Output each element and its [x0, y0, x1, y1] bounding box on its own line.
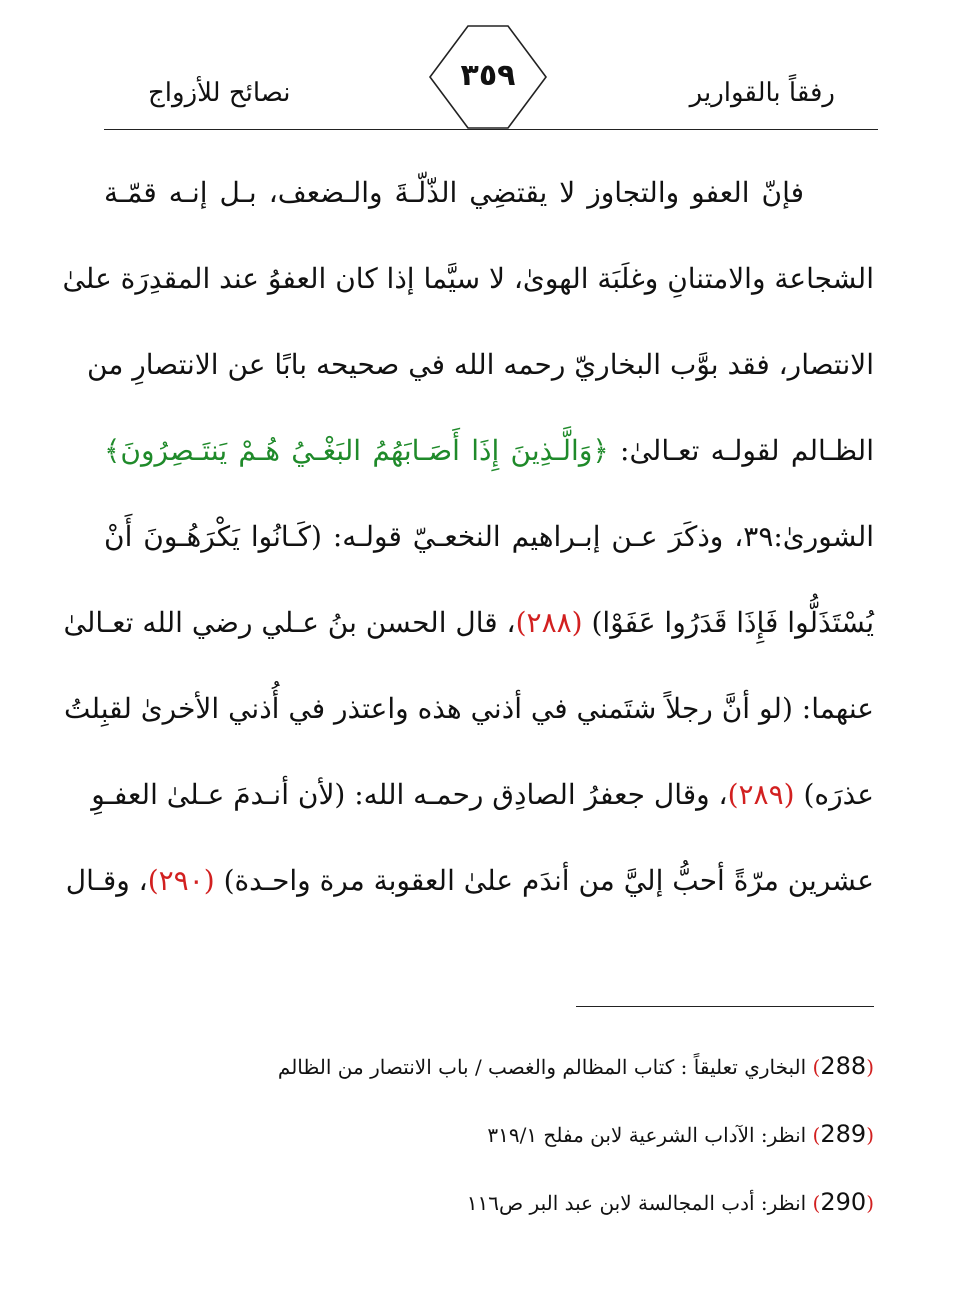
- header-chapter-title: نصائح للأزواج: [148, 78, 291, 108]
- footnote: [104, 1176, 874, 1244]
- footnote-number-value: 289: [820, 1120, 867, 1148]
- text-segment: عذرَه): [794, 778, 874, 811]
- footnote-number-value: 288: [820, 1052, 867, 1080]
- text-segment: يُسْتَذَلُّوا فَإِذَا قَدَرُوا عَفَوْا): [582, 606, 874, 639]
- text-segment: الشورىٰ:٣٩، وذكَرَ عـن إبـراهيم النخعـيّ قولـه: (كَـانُوا يَكْرَهُـونَ أَنْ: [104, 520, 874, 553]
- text-segment: ، قال الحسن بنُ عـلي رضي الله تعـالىٰ: [63, 606, 516, 639]
- footnote-number: (290): [806, 1188, 874, 1216]
- footnotes: [104, 1040, 874, 1244]
- text-segment: الانتصار، فقد بوَّب البخاريّ رحمه الله في صحيحه بابًا عن الانتصارِ من: [87, 348, 874, 381]
- text-line: [104, 494, 874, 580]
- footnote-ref[interactable]: (٢٨٩): [727, 778, 795, 811]
- text-segment: ، وقـال: [65, 864, 148, 897]
- text-line: [104, 408, 874, 494]
- text-segment: ، وقال جعفرُ الصادِق رحمـه الله: (لأن أنـدمَ عـلىٰ العفـوِ: [91, 778, 728, 811]
- footnote-divider: [576, 1006, 874, 1007]
- text-line: [91, 752, 874, 838]
- footnote-number: (288): [806, 1052, 874, 1080]
- text-line: [87, 322, 874, 408]
- header-divider: [104, 129, 878, 130]
- text-segment: عنهما: (لو أنَّ رجلاً شتَمني في أذني هذه واعتذر في أُذني الأخرىٰ لقبِلتُ: [63, 692, 874, 725]
- footnote-ref[interactable]: (٢٨٨): [515, 606, 583, 639]
- text-line: [63, 666, 874, 752]
- header-book-title: رفقاً بالقوارير: [689, 78, 835, 108]
- page-number: ٣٥٩: [460, 58, 516, 93]
- quran-verse: ﴿وَالَّـذِينَ إِذَا أَصَـابَهُمُ البَغْـيُ هُـمْ يَنتَـصِرُونَ﴾: [104, 434, 609, 467]
- text-segment: عشرين مرّةً أحبُّ إليَّ من أندَم علىٰ العقوبة مرة واحـدة): [214, 864, 874, 897]
- page-number-badge: [428, 24, 548, 130]
- text-line: [104, 150, 874, 236]
- text-line: [65, 838, 874, 924]
- footnote-number-value: 290: [820, 1188, 867, 1216]
- footnote-text: انظر: الآداب الشرعية لابن مفلح ٣١٩/١: [487, 1123, 807, 1147]
- footnote-number: (289): [806, 1120, 874, 1148]
- footnote-text: البخاري تعليقاً : كتاب المظالم والغصب / باب الانتصار من الظالم: [277, 1055, 807, 1079]
- text-line: [62, 236, 874, 322]
- footnote: [104, 1108, 874, 1176]
- footnote-ref[interactable]: (٢٩٠): [147, 864, 215, 897]
- footnote-text: انظر: أدب المجالسة لابن عبد البر ص١١٦: [466, 1191, 807, 1215]
- text-segment: الظـالم لقولـه تعـالىٰ:: [608, 434, 874, 467]
- text-line: [63, 580, 874, 666]
- main-text: [62, 150, 874, 924]
- text-segment: فإنّ العفو والتجاوز لا يقتضِي الذّلّـةَ والـضعف، بـل إنـه قمّـة: [104, 176, 804, 209]
- text-segment: الشجاعة والامتنانِ وغلَبَة الهوىٰ، لا سيَّما إذا كان العفوُ عند المقدِرَة علىٰ: [62, 262, 874, 295]
- footnote: [104, 1040, 874, 1108]
